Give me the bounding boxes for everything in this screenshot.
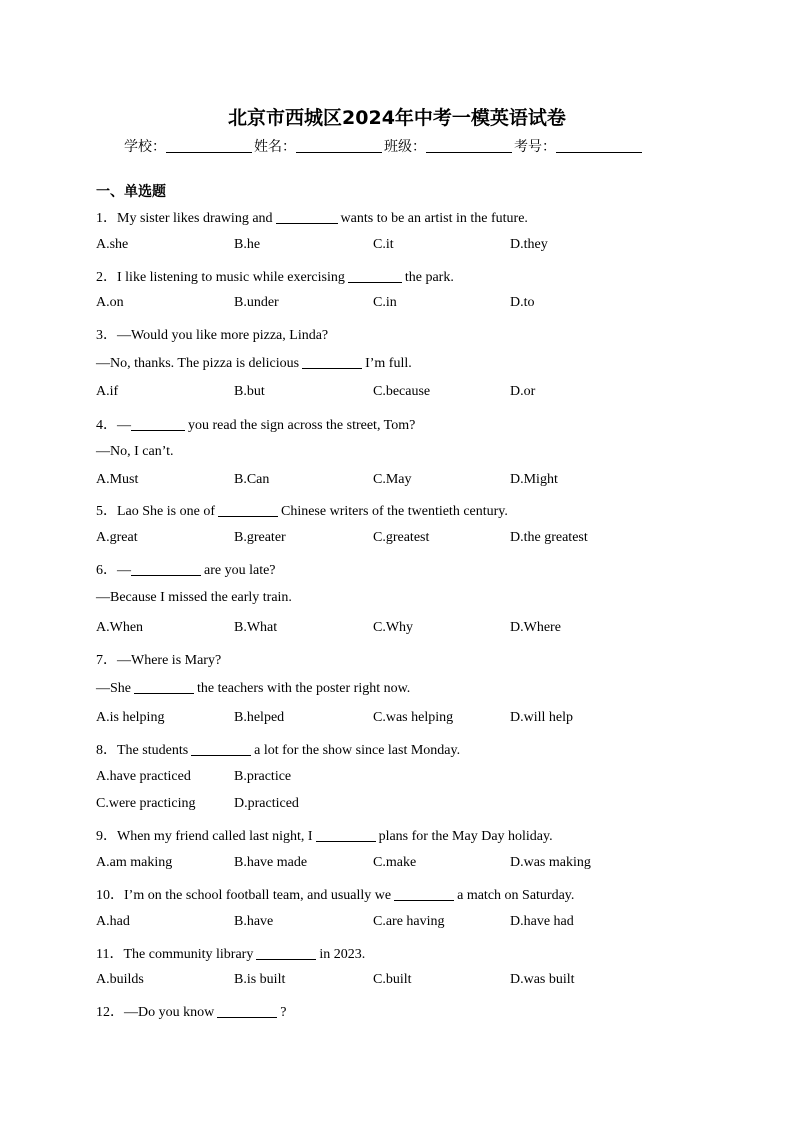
answer-blank[interactable] <box>276 210 338 224</box>
option-b[interactable]: B.but <box>234 384 265 399</box>
option-c[interactable]: C.was helping <box>373 710 454 725</box>
option-c[interactable]: C.are having <box>373 914 445 929</box>
question-stem-line2: —No, thanks. The pizza is delicious I’m full. <box>96 356 412 371</box>
question-stem-line2: —Because I missed the early train. <box>96 590 292 605</box>
option-b[interactable]: B.he <box>234 237 261 252</box>
school-blank[interactable] <box>166 138 252 153</box>
answer-blank[interactable] <box>191 742 251 756</box>
answer-blank[interactable] <box>217 1004 277 1018</box>
option-c[interactable]: C.in <box>373 295 397 310</box>
option-b[interactable]: B.greater <box>234 530 286 545</box>
section-heading: 一、单选题 <box>96 184 166 200</box>
option-c[interactable]: C.Why <box>373 620 414 635</box>
question-stem: 7．—Where is Mary? <box>96 653 222 668</box>
option-b[interactable]: B.Can <box>234 472 270 487</box>
option-b[interactable]: B.have <box>234 914 274 929</box>
question-stem: 2．I like listening to music while exercising the park. <box>96 270 454 285</box>
question-stem: 10．I’m on the school football team, and usually we a match on Saturday. <box>96 888 575 903</box>
option-d[interactable]: D.was making <box>510 855 591 870</box>
option-d[interactable]: D.Where <box>510 620 561 635</box>
option-c[interactable]: C.make <box>373 855 417 870</box>
question-stem: 12．—Do you know ? <box>96 1005 287 1020</box>
question-stem: 1．My sister likes drawing and wants to be an artist in the future. <box>96 211 528 226</box>
option-a[interactable]: A.if <box>96 384 119 399</box>
class-blank[interactable] <box>426 138 512 153</box>
question-stem: 4．— you read the sign across the street, Tom? <box>96 418 416 433</box>
option-a[interactable]: A.had <box>96 914 130 929</box>
school-label: 学校： <box>124 139 166 155</box>
question-stem-line2: —No, I can’t. <box>96 444 174 459</box>
number-blank[interactable] <box>556 138 642 153</box>
option-c[interactable]: C.because <box>373 384 431 399</box>
option-a[interactable]: A.am making <box>96 855 173 870</box>
option-d[interactable]: D.to <box>510 295 535 310</box>
class-label: 班级： <box>384 139 426 155</box>
number-label: 考号： <box>514 139 556 155</box>
option-b[interactable]: B.practice <box>234 769 292 784</box>
option-d[interactable]: D.have had <box>510 914 574 929</box>
question-stem: 6．— are you late? <box>96 563 276 578</box>
option-a[interactable]: A.When <box>96 620 144 635</box>
name-blank[interactable] <box>296 138 382 153</box>
answer-blank[interactable] <box>394 887 454 901</box>
answer-blank[interactable] <box>348 269 402 283</box>
answer-blank[interactable] <box>256 946 316 960</box>
option-a[interactable]: A.on <box>96 295 124 310</box>
option-d[interactable]: D.practiced <box>234 796 299 811</box>
option-b[interactable]: B.under <box>234 295 279 310</box>
question-stem: 3．—Would you like more pizza, Linda? <box>96 328 329 343</box>
option-d[interactable]: D.they <box>510 237 548 252</box>
option-a[interactable]: A.is helping <box>96 710 165 725</box>
option-a[interactable]: A.builds <box>96 972 144 987</box>
option-c[interactable]: C.May <box>373 472 412 487</box>
option-a[interactable]: A.she <box>96 237 129 252</box>
question-stem: 9．When my friend called last night, I plans for the May Day holiday. <box>96 829 553 844</box>
student-info-row <box>124 136 684 156</box>
option-a[interactable]: A.have practiced <box>96 769 191 784</box>
answer-blank[interactable] <box>302 355 362 369</box>
answer-blank[interactable] <box>316 828 376 842</box>
answer-blank[interactable] <box>131 562 201 576</box>
option-c[interactable]: C.built <box>373 972 412 987</box>
question-stem-line2: —She the teachers with the poster right now. <box>96 681 411 696</box>
option-d[interactable]: D.the greatest <box>510 530 588 545</box>
option-c[interactable]: C.were practicing <box>96 796 196 811</box>
answer-blank[interactable] <box>131 417 185 431</box>
question-stem: 8．The students a lot for the show since last Monday. <box>96 743 461 758</box>
question-stem: 5．Lao She is one of Chinese writers of the twentieth century. <box>96 504 508 519</box>
option-d[interactable]: D.Might <box>510 472 558 487</box>
option-b[interactable]: B.have made <box>234 855 308 870</box>
option-d[interactable]: D.was built <box>510 972 575 987</box>
question-stem: 11．The community library in 2023. <box>96 947 366 962</box>
option-b[interactable]: B.What <box>234 620 278 635</box>
option-c[interactable]: C.greatest <box>373 530 430 545</box>
option-c[interactable]: C.it <box>373 237 394 252</box>
answer-blank[interactable] <box>218 503 278 517</box>
page-title: 北京市西城区2024年中考一模英语试卷 <box>228 107 566 129</box>
option-d[interactable]: D.or <box>510 384 536 399</box>
answer-blank[interactable] <box>134 680 194 694</box>
option-b[interactable]: B.helped <box>234 710 285 725</box>
option-d[interactable]: D.will help <box>510 710 573 725</box>
option-b[interactable]: B.is built <box>234 972 286 987</box>
option-a[interactable]: A.Must <box>96 472 139 487</box>
option-a[interactable]: A.great <box>96 530 138 545</box>
name-label: 姓名： <box>254 139 296 155</box>
